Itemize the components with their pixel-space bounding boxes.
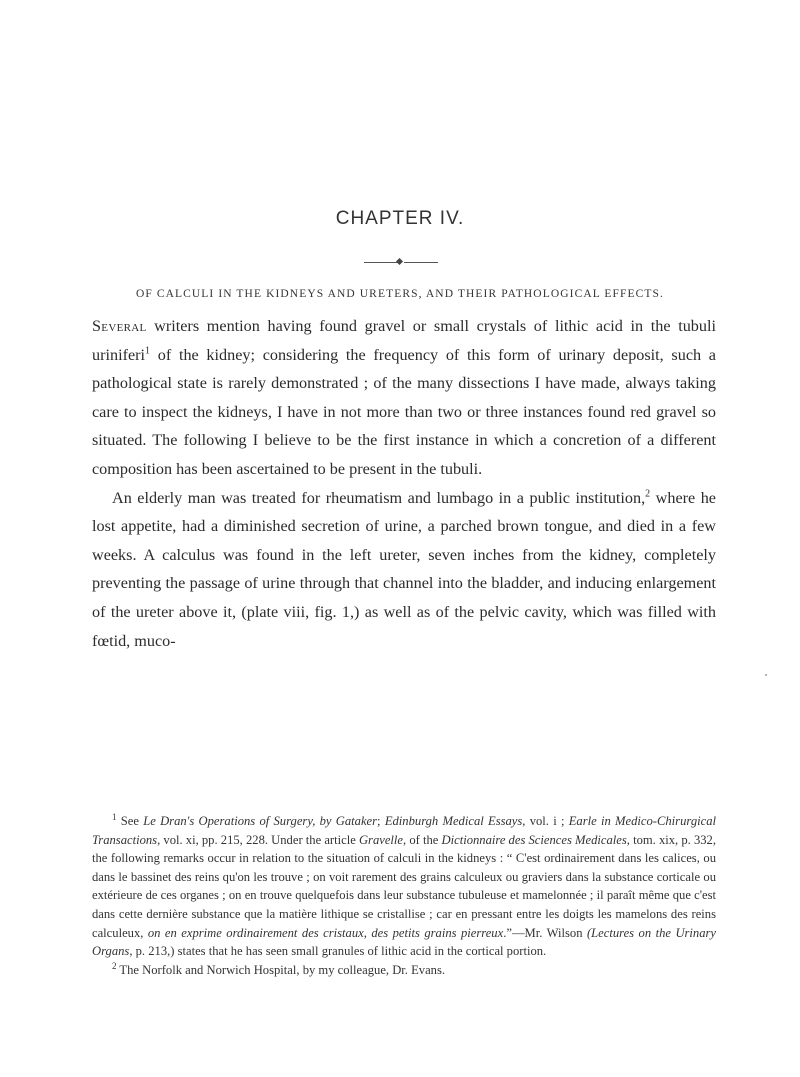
footnote-1-citation-4: Gravelle	[358, 832, 404, 847]
footnote-1-text-6: .”—Mr. Wilson	[503, 925, 587, 940]
footnote-1-text-3: , vol. xi, pp. 215, 228. Under the article	[157, 832, 359, 847]
diamond-icon	[396, 258, 403, 265]
margin-speck	[765, 674, 767, 676]
footnote-ref-1: 1	[145, 345, 151, 357]
paragraph-1-text-a: writers mention having found gravel or small crystals of lithic acid in the tubuli uriniferi	[92, 317, 716, 364]
paragraph-2-text-b: where he lost appetite, had a diminished secretion of urine, a parched brown tongue, and died in a few weeks. A calculus was found in the left ureter, seven inches from the kidney, completely preventing the passage of urine through that channel into the bladder, and inducing enlargement of the ureter above it, (plate viii, fig. 1,) as well as of the pelvic cavity, which was filled with fœtid, muco-	[92, 488, 716, 650]
footnote-1-text-1: ;	[377, 814, 385, 828]
footnote-2-text: The Norfolk and Norwich Hospital, by my colleague, Dr. Evans.	[116, 962, 446, 977]
paragraph-2	[92, 484, 716, 656]
footnote-1-number: 1	[112, 811, 117, 822]
footnote-ref-2: 2	[645, 488, 651, 500]
ornament-line-left	[364, 262, 398, 263]
paragraph-1	[92, 312, 716, 484]
footnote-1-citation-3: Earle in Medico-Chirurgical Transactions	[92, 814, 716, 847]
body-text	[92, 312, 716, 655]
footnote-1-citation-2: Edinburgh Medical Essays	[384, 814, 523, 828]
footnote-1-quote-italic: on en exprime ordinairement des cristaux, des petits grains pierreux	[147, 925, 504, 940]
chapter-subtitle: OF CALCULI IN THE KIDNEYS AND URETERS, AND THEIR PATHOLOGICAL EFFECTS.	[135, 288, 665, 300]
paragraph-1-text-b: of the kidney; considering the frequency of this form of urinary deposit, such a pathological state is rarely demonstrated ; of the many dissections I have made, always taking care to inspect the kidneys, I have in not more than two or three instances found red gravel so situated. The following I believe to be the first instance in which a concretion of a different composition has been ascertained to be present in the tubuli.	[92, 345, 716, 478]
footnote-1	[92, 812, 716, 961]
ornament-divider	[350, 258, 450, 266]
footnote-1-text-5: , tom. xix, p. 332, the following remarks occur in relation to the situation of calculi in the kidneys : “ C'est ordinairement dans les calices, ou dans le bassinet des reins qu'on les trouve ; on voit rarement des grains calculeux ou graviers dans la substance corticale ou extérieure de ces organes ; on en trouve quelquefois dans leur substance tubuleuse et mamelonnée ; il paraît même que c'est dans cette dernière substance que la matière lithique se cristallise ; car en pressant entre les doigts les mamelons des reins calculeux,	[92, 832, 716, 940]
footnote-1-text-4: , of the	[403, 832, 442, 847]
footnote-2	[92, 961, 716, 980]
ornament-line-right	[404, 262, 438, 263]
paragraph-lead-word: Several	[92, 317, 147, 335]
paragraph-2-text-a: An elderly man was treated for rheumatism and lumbago in a public institution,	[112, 488, 646, 507]
footnote-1-citation-1: Le Dran's Operations of Surgery, by Gataker	[143, 814, 378, 828]
footnote-1-citation-5: Dictionnaire des Sciences Medicales	[441, 832, 627, 847]
footnote-1-see: See	[116, 814, 144, 828]
footnotes	[92, 812, 716, 979]
footnote-2-number: 2	[112, 960, 117, 971]
chapter-heading: CHAPTER IV.	[335, 208, 465, 229]
footnote-1-text-2: , vol. i ;	[522, 814, 569, 828]
footnote-1-citation-7: (Lectures on the Urinary Organs	[92, 925, 717, 959]
footnote-1-text-7: , p. 213,) states that he has seen small granules of lithic acid in the cortical portion.	[129, 944, 547, 959]
